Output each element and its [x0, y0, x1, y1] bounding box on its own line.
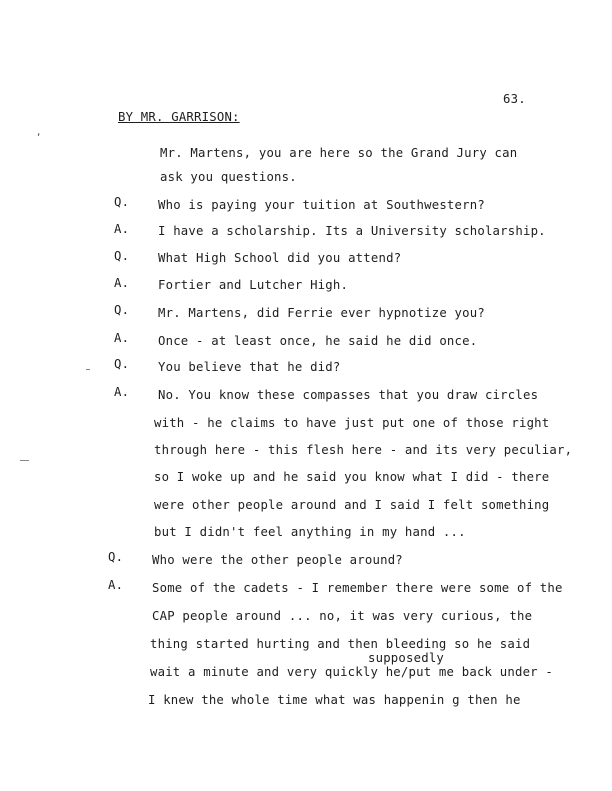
- entry-label-q: Q.: [114, 357, 130, 371]
- entry-line: but I didn't feel anything in my hand ...: [154, 525, 466, 539]
- margin-dash: [20, 460, 29, 461]
- entry-label-q: Q.: [108, 550, 124, 564]
- entry-line: Mr. Martens, did Ferrie ever hypnotize you?: [158, 306, 485, 320]
- entry-label-a: A.: [114, 276, 130, 290]
- entry-label-a: A.: [108, 578, 124, 592]
- entry-line: through here - this flesh here - and its very peculiar,: [154, 443, 573, 457]
- entry-line: What High School did you attend?: [158, 251, 402, 265]
- entry-label-a: A.: [114, 385, 130, 399]
- entry-line: so I woke up and he said you know what I did - there: [154, 470, 550, 484]
- entry-line: No. You know these compasses that you draw circles: [158, 388, 539, 402]
- entry-line: Who were the other people around?: [152, 553, 403, 567]
- entry-label-a: A.: [114, 222, 130, 236]
- entry-line: I have a scholarship. Its a University scholarship.: [158, 224, 546, 238]
- entry-label-q: Q.: [114, 303, 130, 317]
- intro-line: ask you questions.: [160, 170, 297, 184]
- margin-dash: [86, 369, 90, 370]
- entry-line: with - he claims to have just put one of those right: [154, 416, 550, 430]
- entry-label-q: Q.: [114, 249, 130, 263]
- entry-line: CAP people around ... no, it was very curious, the: [152, 609, 533, 623]
- entry-line: Who is paying your tuition at Southwestern?: [158, 198, 485, 212]
- entry-line: I knew the whole time what was happenin g then he: [148, 693, 521, 707]
- entry-line: You believe that he did?: [158, 360, 341, 374]
- interlineation: supposedly: [368, 651, 445, 665]
- entry-line: wait a minute and very quickly he/put me back under -: [150, 665, 553, 679]
- entry-label-a: A.: [114, 331, 130, 345]
- speaker-heading: BY MR. GARRISON:: [118, 110, 240, 124]
- entry-line: Once - at least once, he said he did once.: [158, 334, 478, 348]
- entry-label-q: Q.: [114, 195, 130, 209]
- intro-line: Mr. Martens, you are here so the Grand Jury can: [160, 146, 518, 160]
- entry-line: were other people around and I said I felt something: [154, 498, 550, 512]
- entry-line: Fortier and Lutcher High.: [158, 278, 349, 292]
- entry-line: Some of the cadets - I remember there were some of the: [152, 581, 563, 595]
- margin-mark: ,: [36, 128, 42, 138]
- page-number: 63.: [503, 92, 526, 106]
- entry-line: thing started hurting and then bleeding so he said: [150, 637, 531, 651]
